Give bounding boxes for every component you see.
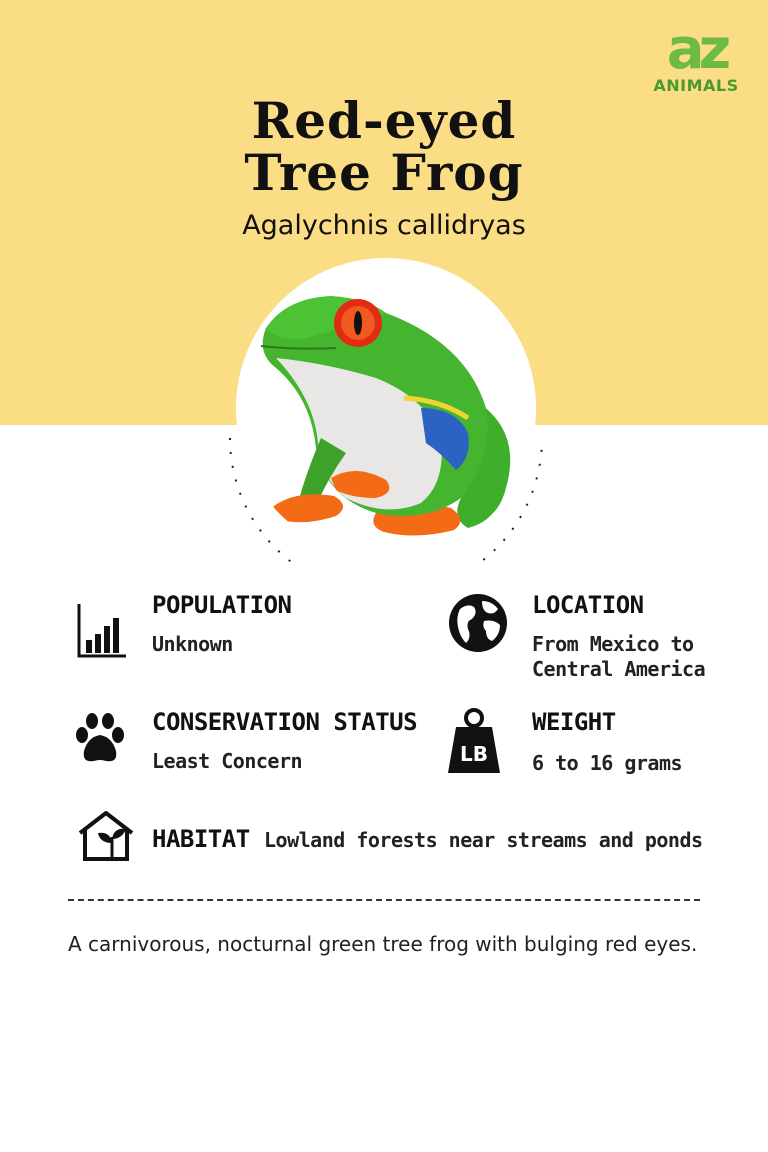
location-value-line-2: Central America [532, 657, 706, 681]
page-title [0, 91, 768, 202]
weight-label: WEIGHT [532, 708, 616, 736]
animal-photo [228, 250, 544, 566]
location-value [532, 632, 705, 682]
title-line-1: Red-eyed [251, 91, 517, 150]
logo-mark: az [666, 17, 726, 82]
location-value-line-1: From Mexico to [532, 632, 694, 656]
conservation-status-label: CONSERVATION STATUS [152, 708, 418, 736]
conservation-status-value: Least Concern [152, 749, 303, 773]
description-text: A carnivorous, nocturnal green tree frog with bulging red eyes. [68, 932, 698, 956]
photo-circle [236, 258, 536, 558]
scientific-name: Agalychnis callidryas [242, 210, 526, 241]
dashed-divider [68, 899, 700, 901]
habitat-value: Lowland forests near streams and ponds [264, 828, 703, 852]
house-plant-icon [76, 809, 136, 863]
globe-icon [446, 591, 510, 655]
frog-illustration [236, 258, 536, 558]
paw-icon [72, 711, 128, 767]
weight-icon-text: LB [460, 742, 488, 766]
weight-value: 6 to 16 grams [532, 751, 683, 775]
population-label: POPULATION [152, 591, 292, 619]
bar-chart-icon [76, 602, 128, 660]
weight-lb-icon [446, 707, 502, 775]
habitat-label: HABITAT [152, 825, 250, 853]
logo-text: ANIMALS [653, 76, 739, 95]
title-line-2: Tree Frog [244, 143, 524, 202]
population-value: Unknown [152, 632, 233, 656]
az-animals-logo[interactable] [648, 17, 744, 98]
location-label: LOCATION [532, 591, 644, 619]
